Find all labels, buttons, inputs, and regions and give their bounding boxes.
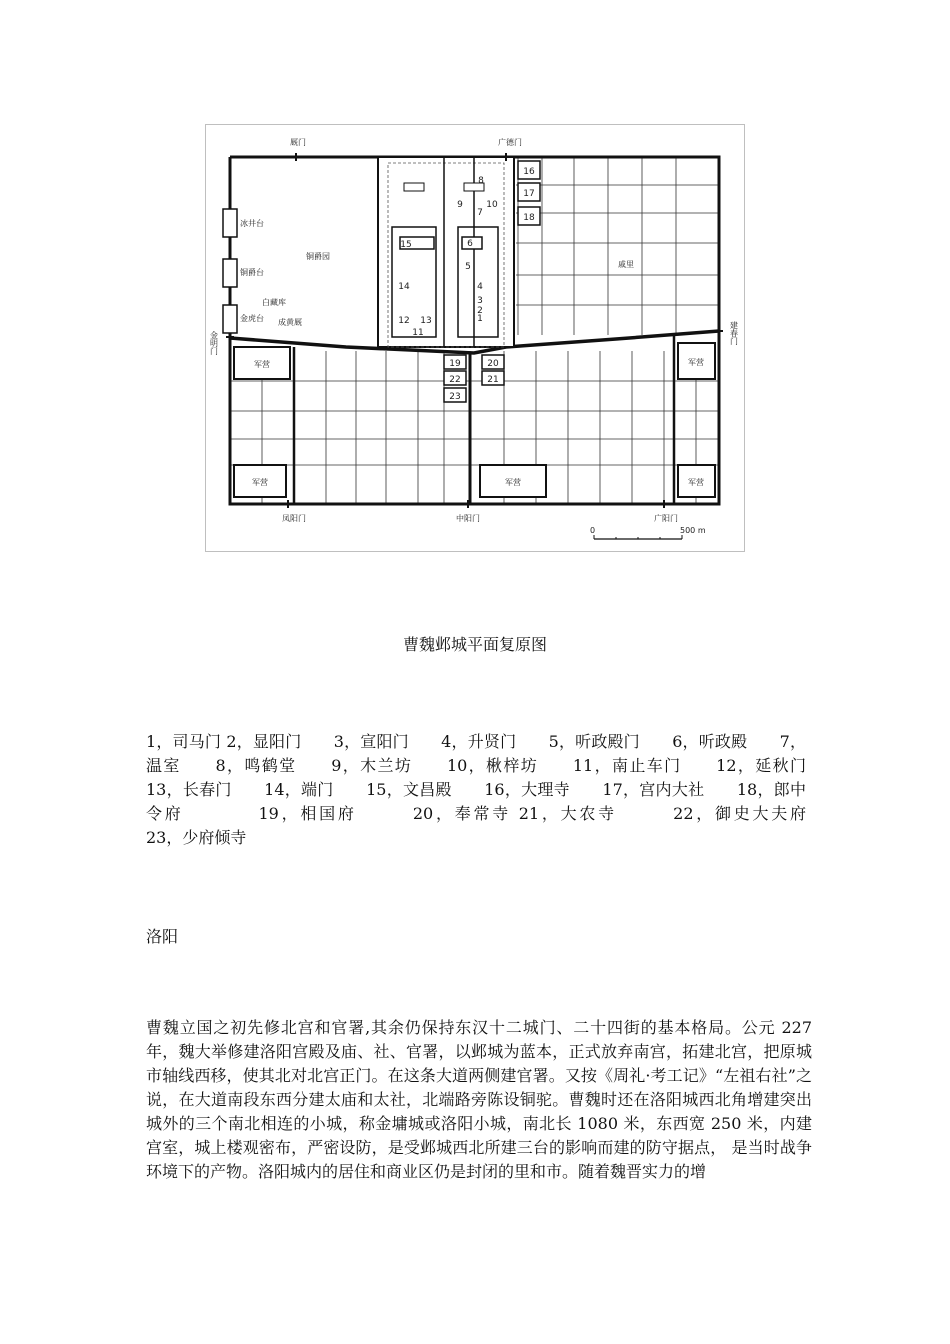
place-label-bingjing: 冰井台: [240, 219, 264, 228]
scale-bar: [590, 526, 706, 539]
number-label-4: 4: [477, 282, 483, 292]
number-label-8: 8: [478, 176, 484, 186]
number-label-11: 11: [412, 328, 424, 338]
place-label-tongque: 铜爵台: [240, 268, 264, 277]
number-label-10: 10: [486, 200, 498, 210]
gate-label-south-east: 广阳门: [654, 514, 678, 523]
place-label-jinhu: 金虎台: [240, 314, 264, 323]
number-label-20: 20: [487, 359, 499, 369]
gate-label-west: 金明门: [209, 331, 219, 355]
number-label-17: 17: [523, 189, 535, 199]
barracks-boxes: [234, 343, 715, 497]
figure-legend: 1，司马门 2，显阳门 3，宣阳门 4，升贤门 5，听政殿门 6，听政殿 7，温室 8，鸣鹤堂 9，木兰坊 10，楸梓坊 11，南止车门 12，延秋门 13，长春门 14，端门 15，文昌殿 16，大理寺 17，宫内大社 18，郎中令府 19，相国府 20，奉常寺 21，大农寺 22，御史大夫府 23，少府倾寺: [146, 732, 887, 847]
place-label-chengyu: 成黄厩: [278, 318, 302, 327]
figure-caption: 曹魏邺城平面复原图: [402, 635, 547, 654]
gate-label-south-west: 凤阳门: [282, 514, 306, 523]
city-plan-figure: [205, 124, 745, 552]
number-label-15: 15: [400, 240, 412, 250]
number-label-7: 7: [477, 208, 483, 218]
body-paragraph: 曹魏立国之初先修北宫和官署,其余仍保持东汉十二城门、二十四街的基本格局。公元 227 年，魏大举修建洛阳宫殿及庙、社、官署，以邺城为蓝本，正式放弃南宫，拓建北宫，把原城市轴线西移，使其北对北宫正门。在这条大道两侧建官署。又按《周礼·考工记》“左祖右社”之说，在大道南段东西分建太庙和太社，北端路旁陈设铜驼。曹魏时还在洛阳城西北角增建突出城外的三个南北相连的小城，称金墉城或洛阳小城，南北长 1080 米，东西宽 250 米，内建宫室，城上楼观密布，严密设防，是受邺城西北所建三台的影响而建的防守据点， 是当时战争环境下的产物。洛阳城内的居住和商业区仍是封闭的里和市。随着魏晋实力的增: [146, 1018, 812, 1181]
number-label-19: 19: [449, 359, 461, 369]
section-heading: 洛阳: [146, 927, 179, 946]
number-label-21: 21: [487, 375, 499, 385]
number-label-1: 1: [477, 314, 483, 324]
number-label-6: 6: [467, 239, 473, 249]
barracks-label: 军营: [688, 358, 704, 367]
number-label-18: 18: [523, 213, 535, 223]
gate-label-north-west: 厩门: [290, 138, 306, 147]
jinhu-platform: [223, 305, 237, 333]
barracks-label: 军营: [252, 478, 268, 487]
bingjing-platform: [223, 209, 237, 237]
tongque-platform: [223, 259, 237, 287]
barracks-label: 军营: [254, 360, 270, 369]
city-plan-diagram: [206, 125, 746, 553]
place-label-qili: 戚里: [618, 260, 634, 269]
number-label-16: 16: [523, 167, 535, 177]
number-label-14: 14: [398, 282, 410, 292]
gate-label-north-east: 广德门: [498, 138, 522, 147]
scale-start-label: 0: [590, 526, 596, 535]
number-label-5: 5: [465, 262, 471, 272]
number-label-23: 23: [449, 392, 461, 402]
number-label-22: 22: [449, 375, 461, 385]
place-label-baicang: 白藏库: [262, 298, 286, 307]
number-label-2: 2: [477, 306, 483, 316]
number-label-12: 12: [398, 316, 410, 326]
barracks-label: 军营: [688, 478, 704, 487]
place-label-tongque-garden: 铜爵园: [306, 252, 330, 261]
number-label-13: 13: [420, 316, 432, 326]
scale-end-label: 500 m: [680, 526, 706, 535]
number-label-3: 3: [477, 296, 483, 306]
barracks-label: 军营: [505, 478, 521, 487]
gate-label-east: 建春门: [729, 321, 739, 345]
barracks-labels: [252, 357, 704, 487]
gate-label-south-center: 中阳门: [456, 514, 480, 523]
number-label-9: 9: [457, 200, 463, 210]
